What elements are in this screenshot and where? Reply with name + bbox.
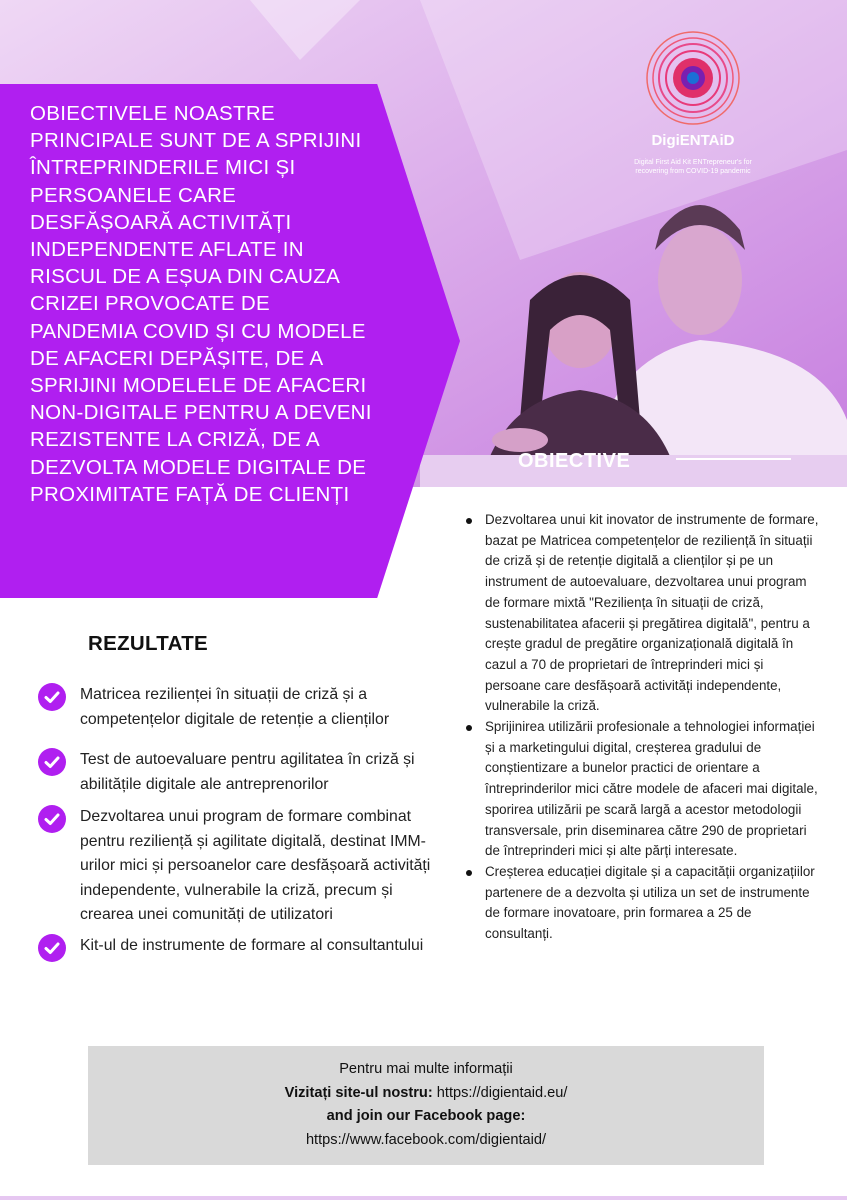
- objective-item: [466, 862, 822, 945]
- check-circle-icon: [38, 934, 66, 962]
- hero-objectives-text: OBIECTIVELE NOASTRE PRINCIPALE SUNT DE A SPRIJINI ÎNTREPRINDERILE MICI ȘI PERSOANELE CARE DESFĂȘOARĂ ACTIVITĂȚI INDEPENDENTE AFLATE IN RISCUL DE A EȘUA DIN CAUZA CRIZEI PROVOCATE DE PANDEMIA COVID ȘI CU MODELE DE AFACERI DEPĂȘITE, DE A SPRIJINI MODELELE DE AFACERI NON-DIGITALE PENTRU A DEVENI REZISTENTE LA CRIZĂ, DE A DEZVOLTA MODELE DIGITALE DE PROXIMITATE FAȚĂ DE CLIENȚI: [30, 102, 372, 506]
- objective-item: [466, 717, 822, 862]
- logo-tagline-line2: recovering from COVID-19 pandemic: [635, 168, 751, 175]
- result-item-text: Dezvoltarea unui program de formare combinat pentru reziliență și agilitate digitală, destinat IMM-urilor mici și persoanelor care desfășoară activități independente, vulnerabile la criză, precum și crearea unei comunități de utilizatori: [80, 808, 431, 923]
- spiral-logo-icon: [643, 28, 743, 128]
- objective-item-text: Creșterea educației digitale și a capacității organizațiilor partenere de a dezvolta și utiliza un set de instrumente de formare inovatoare, prin formarea a 25 de consultanți.: [485, 863, 815, 942]
- results-heading: REZULTATE: [88, 632, 208, 655]
- logo-tagline-line1: Digital First Aid Kit ENTrepreneur's for: [634, 159, 752, 166]
- result-item-text: Kit-ul de instrumente de formare al consultantului: [80, 937, 424, 954]
- bullet-icon: [466, 870, 472, 876]
- digientaid-logo: [608, 20, 778, 175]
- objective-list: [466, 510, 822, 945]
- facebook-label-line: [88, 1105, 764, 1129]
- check-circle-icon: [38, 683, 66, 711]
- website-label: Vizitați site-ul nostru:: [284, 1084, 433, 1101]
- objective-item: [466, 510, 822, 717]
- check-circle-icon: [38, 805, 66, 833]
- objective-item-text: Sprijinirea utilizării profesionale a tehnologiei informației și a marketingului digital, creșterea gradului de conștientizare a bunelor practici de orientare a întreprinderilor mici către modele de afaceri mai digitale, sporirea utilizării pe scară largă a acestor metodologii transversale, prin diseminarea către 290 de proprietari de întreprinderi mici și alte părți interesate.: [485, 719, 818, 859]
- facebook-link[interactable]: https://www.facebook.com/digientaid/: [305, 1131, 547, 1148]
- bullet-icon: [466, 725, 472, 731]
- objective-item-text: Dezvoltarea unui kit inovator de instrumente de formare, bazat pe Matricea competențelor de reziliență în situații de criză și de retenție digitală a clienților și pe un instrument de autoevaluare, dezvoltarea unui program de formare mixtă "Reziliența în situații de criză, sustenabilitatea afacerii și pregătirea digitală", pentru a crește gradul de pregătire organizațională digitală în cazul a 70 de proprietari de întreprinderi mici și persoane care desfășoară activități independente, vulnerabile la criză.: [485, 512, 819, 714]
- check-circle-icon: [38, 748, 66, 776]
- objective-heading: OBIECTIVE: [518, 450, 631, 472]
- logo-tagline: [608, 158, 778, 176]
- website-link[interactable]: https://digientaid.eu/: [436, 1084, 568, 1101]
- more-info-box: [88, 1046, 764, 1165]
- logo-name: DigiENTAiD: [651, 132, 735, 149]
- more-info-line: Pentru mai multe informații: [339, 1061, 513, 1077]
- result-item-text: Matricea rezilienței în situații de criză și a competențelor digitale de retenție a clienților: [80, 686, 390, 728]
- facebook-label: and join our Facebook page:: [326, 1108, 526, 1124]
- objective-divider: [676, 458, 791, 460]
- bullet-icon: [466, 518, 472, 524]
- result-item-text: Test de autoevaluare pentru agilitatea în criză și abilitățile digitale ale antreprenorilor: [80, 751, 415, 793]
- website-line: [88, 1082, 764, 1106]
- bottom-strip: [0, 1196, 847, 1200]
